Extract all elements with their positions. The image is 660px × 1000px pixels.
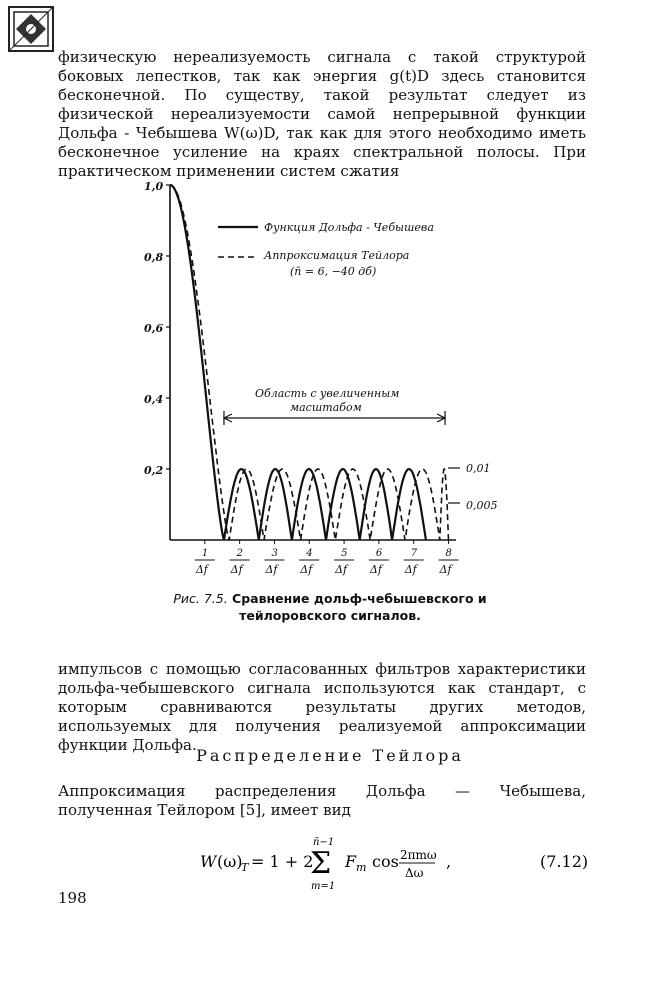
x-tick-label-numerator: 5: [341, 548, 348, 559]
x-tick-label-denominator: Δf: [335, 563, 348, 576]
region-label: Область с увеличенным: [255, 387, 400, 400]
y-tick-label: 1,0: [144, 180, 164, 193]
caption-label: Рис. 7.5.: [173, 591, 228, 606]
x-tick-label-denominator: Δf: [265, 563, 278, 576]
y-tick-label: 0,2: [144, 464, 164, 477]
legend-dashed-label: Аппроксимация Тейлора: [264, 249, 410, 262]
svg-text:m=1: m=1: [311, 881, 336, 892]
legend-dashed-params: (n̄ = 6, −40 дб): [290, 265, 377, 278]
x-tick-label-denominator: Δf: [369, 563, 382, 576]
x-tick-label-numerator: 4: [306, 548, 313, 559]
x-tick-label-denominator: Δf: [195, 563, 208, 576]
svg-text:= 1 + 2: = 1 + 2: [251, 852, 314, 871]
right-scale-label: 0,005: [466, 499, 498, 512]
x-tick-label-numerator: 1: [201, 548, 209, 559]
legend-solid-label: Функция Дольфа - Чебышева: [264, 221, 434, 234]
ornament-icon: [8, 6, 54, 52]
y-tick-label: 0,8: [144, 251, 164, 264]
page-number: 198: [58, 889, 87, 907]
formula-7-12: [0, 833, 660, 893]
y-tick-label: 0,6: [144, 322, 164, 335]
chart-figure: [140, 175, 520, 590]
formula-number: (7.12): [540, 852, 589, 871]
x-tick-label-numerator: 3: [271, 548, 278, 559]
right-scale-label: 0,01: [466, 462, 491, 475]
x-tick-label-numerator: 8: [445, 548, 452, 559]
x-tick-label-numerator: 2: [236, 548, 244, 559]
svg-text:Σ: Σ: [310, 846, 332, 881]
svg-text:Δω: Δω: [405, 866, 424, 880]
svg-text:(ω): (ω): [217, 852, 243, 871]
taylor-curve: [170, 185, 449, 540]
caption-text: Сравнение дольф-чебышевского и тейлоровского сигналов.: [232, 591, 487, 623]
x-tick-label-denominator: Δf: [439, 563, 452, 576]
x-tick-label-denominator: Δf: [300, 563, 313, 576]
x-tick-label-numerator: 7: [410, 548, 418, 559]
svg-text:n̄−1: n̄−1: [313, 837, 335, 848]
svg-text:m: m: [356, 861, 367, 874]
paragraph-intro: Аппроксимация распределения Дольфа — Чебышева, полученная Тейлором [5], имеет вид: [58, 782, 586, 819]
x-tick-label-denominator: Δf: [230, 563, 243, 576]
paragraph-middle: импульсов с помощью согласованных фильтров характеристики дольфа-чебышевского сигнала используются как стандарт, с которым сравниваются результаты других методов, используемых для получения реализуемой аппроксимации функции Дольфа.: [58, 660, 586, 754]
svg-text:F: F: [345, 852, 357, 871]
region-label-2: масштабом: [290, 401, 362, 414]
svg-text:T: T: [241, 861, 249, 874]
figure-caption: [140, 590, 520, 624]
x-tick-label-numerator: 6: [375, 548, 383, 559]
paragraph-top: физическую нереализуемость сигнала с такой структурой боковых лепестков, так как энергия g(t)D здесь становится бесконечной. По существу, такой результат следует из физической нереализуемости самой непрерывной функции Дольфа - Чебышева W(ω)D, так как для этого необходимо иметь бесконечное усиление на краях спектральной полосы. При практическом применении систем сжатия: [58, 48, 586, 180]
section-heading: Распределение Тейлора: [196, 746, 464, 765]
svg-text:cos: cos: [372, 852, 399, 871]
y-tick-label: 0,4: [144, 393, 164, 406]
x-tick-label-denominator: Δf: [404, 563, 417, 576]
svg-text:,: ,: [446, 852, 452, 871]
svg-text:W: W: [200, 852, 217, 871]
svg-text:2πmω: 2πmω: [400, 848, 437, 862]
dolph-chebyshev-curve: [170, 185, 426, 540]
